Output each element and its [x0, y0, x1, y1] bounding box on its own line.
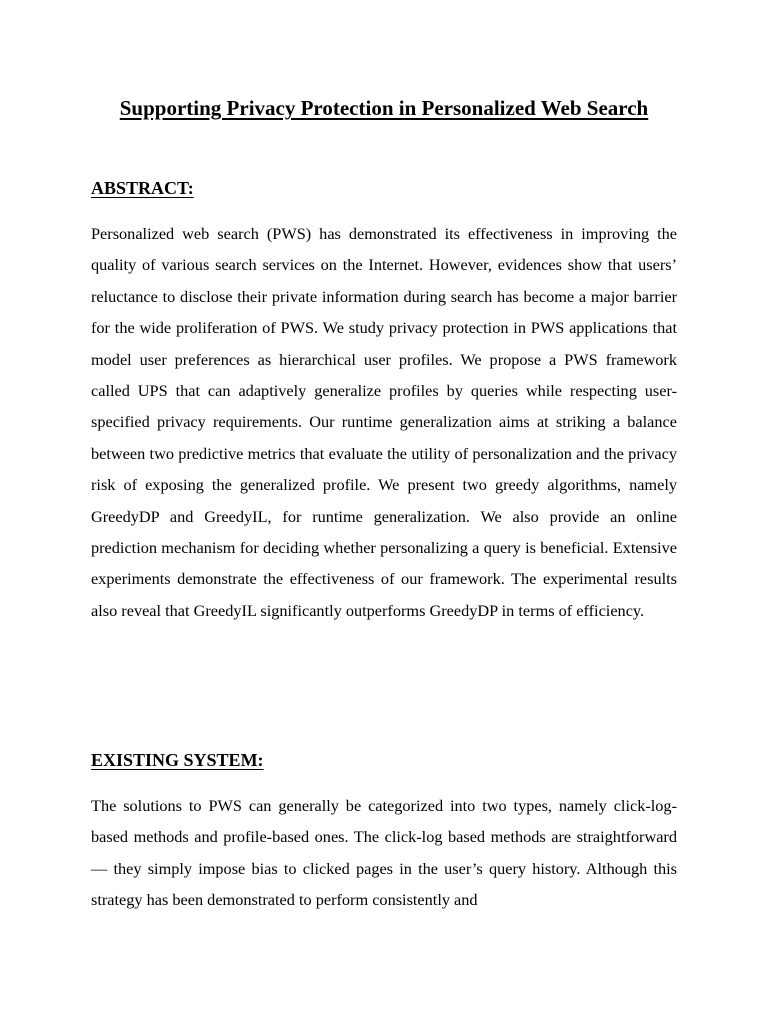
existing-system-heading: EXISTING SYSTEM: — [91, 750, 264, 770]
abstract-paragraph: Personalized web search (PWS) has demonstrated its effectiveness in improving the quality of various search services on the Internet. However, evidences show that users’ reluctance to disclose their private information during search has become a major barrier for the wide proliferation of PWS. We study privacy protection in PWS applications that model user preferences as hierarchical user profiles. We propose a PWS framework called UPS that can adaptively generalize profiles by queries while respecting user-specified privacy requirements. Our runtime generalization aims at striking a balance between two predictive metrics that evaluate the utility of personalization and the privacy risk of exposing the generalized profile. We present two greedy algorithms, namely GreedyDP and GreedyIL, for runtime generalization. We also provide an online prediction mechanism for deciding whether personalizing a query is beneficial. Extensive experiments demonstrate the effectiveness of our framework. The experimental results also reveal that GreedyIL significantly outperforms GreedyDP in terms of efficiency. — [91, 224, 677, 620]
document-title: Supporting Privacy Protection in Personalized Web Search — [119, 96, 649, 120]
abstract-heading: ABSTRACT: — [91, 178, 194, 198]
existing-system-paragraph: The solutions to PWS can generally be categorized into two types, namely click-log-based methods and profile-based ones. The click-log based methods are straightforward— they simply impose bias to clicked pages in the user’s query history. Although this strategy has been demonstrated to perform consistently and — [91, 796, 677, 910]
